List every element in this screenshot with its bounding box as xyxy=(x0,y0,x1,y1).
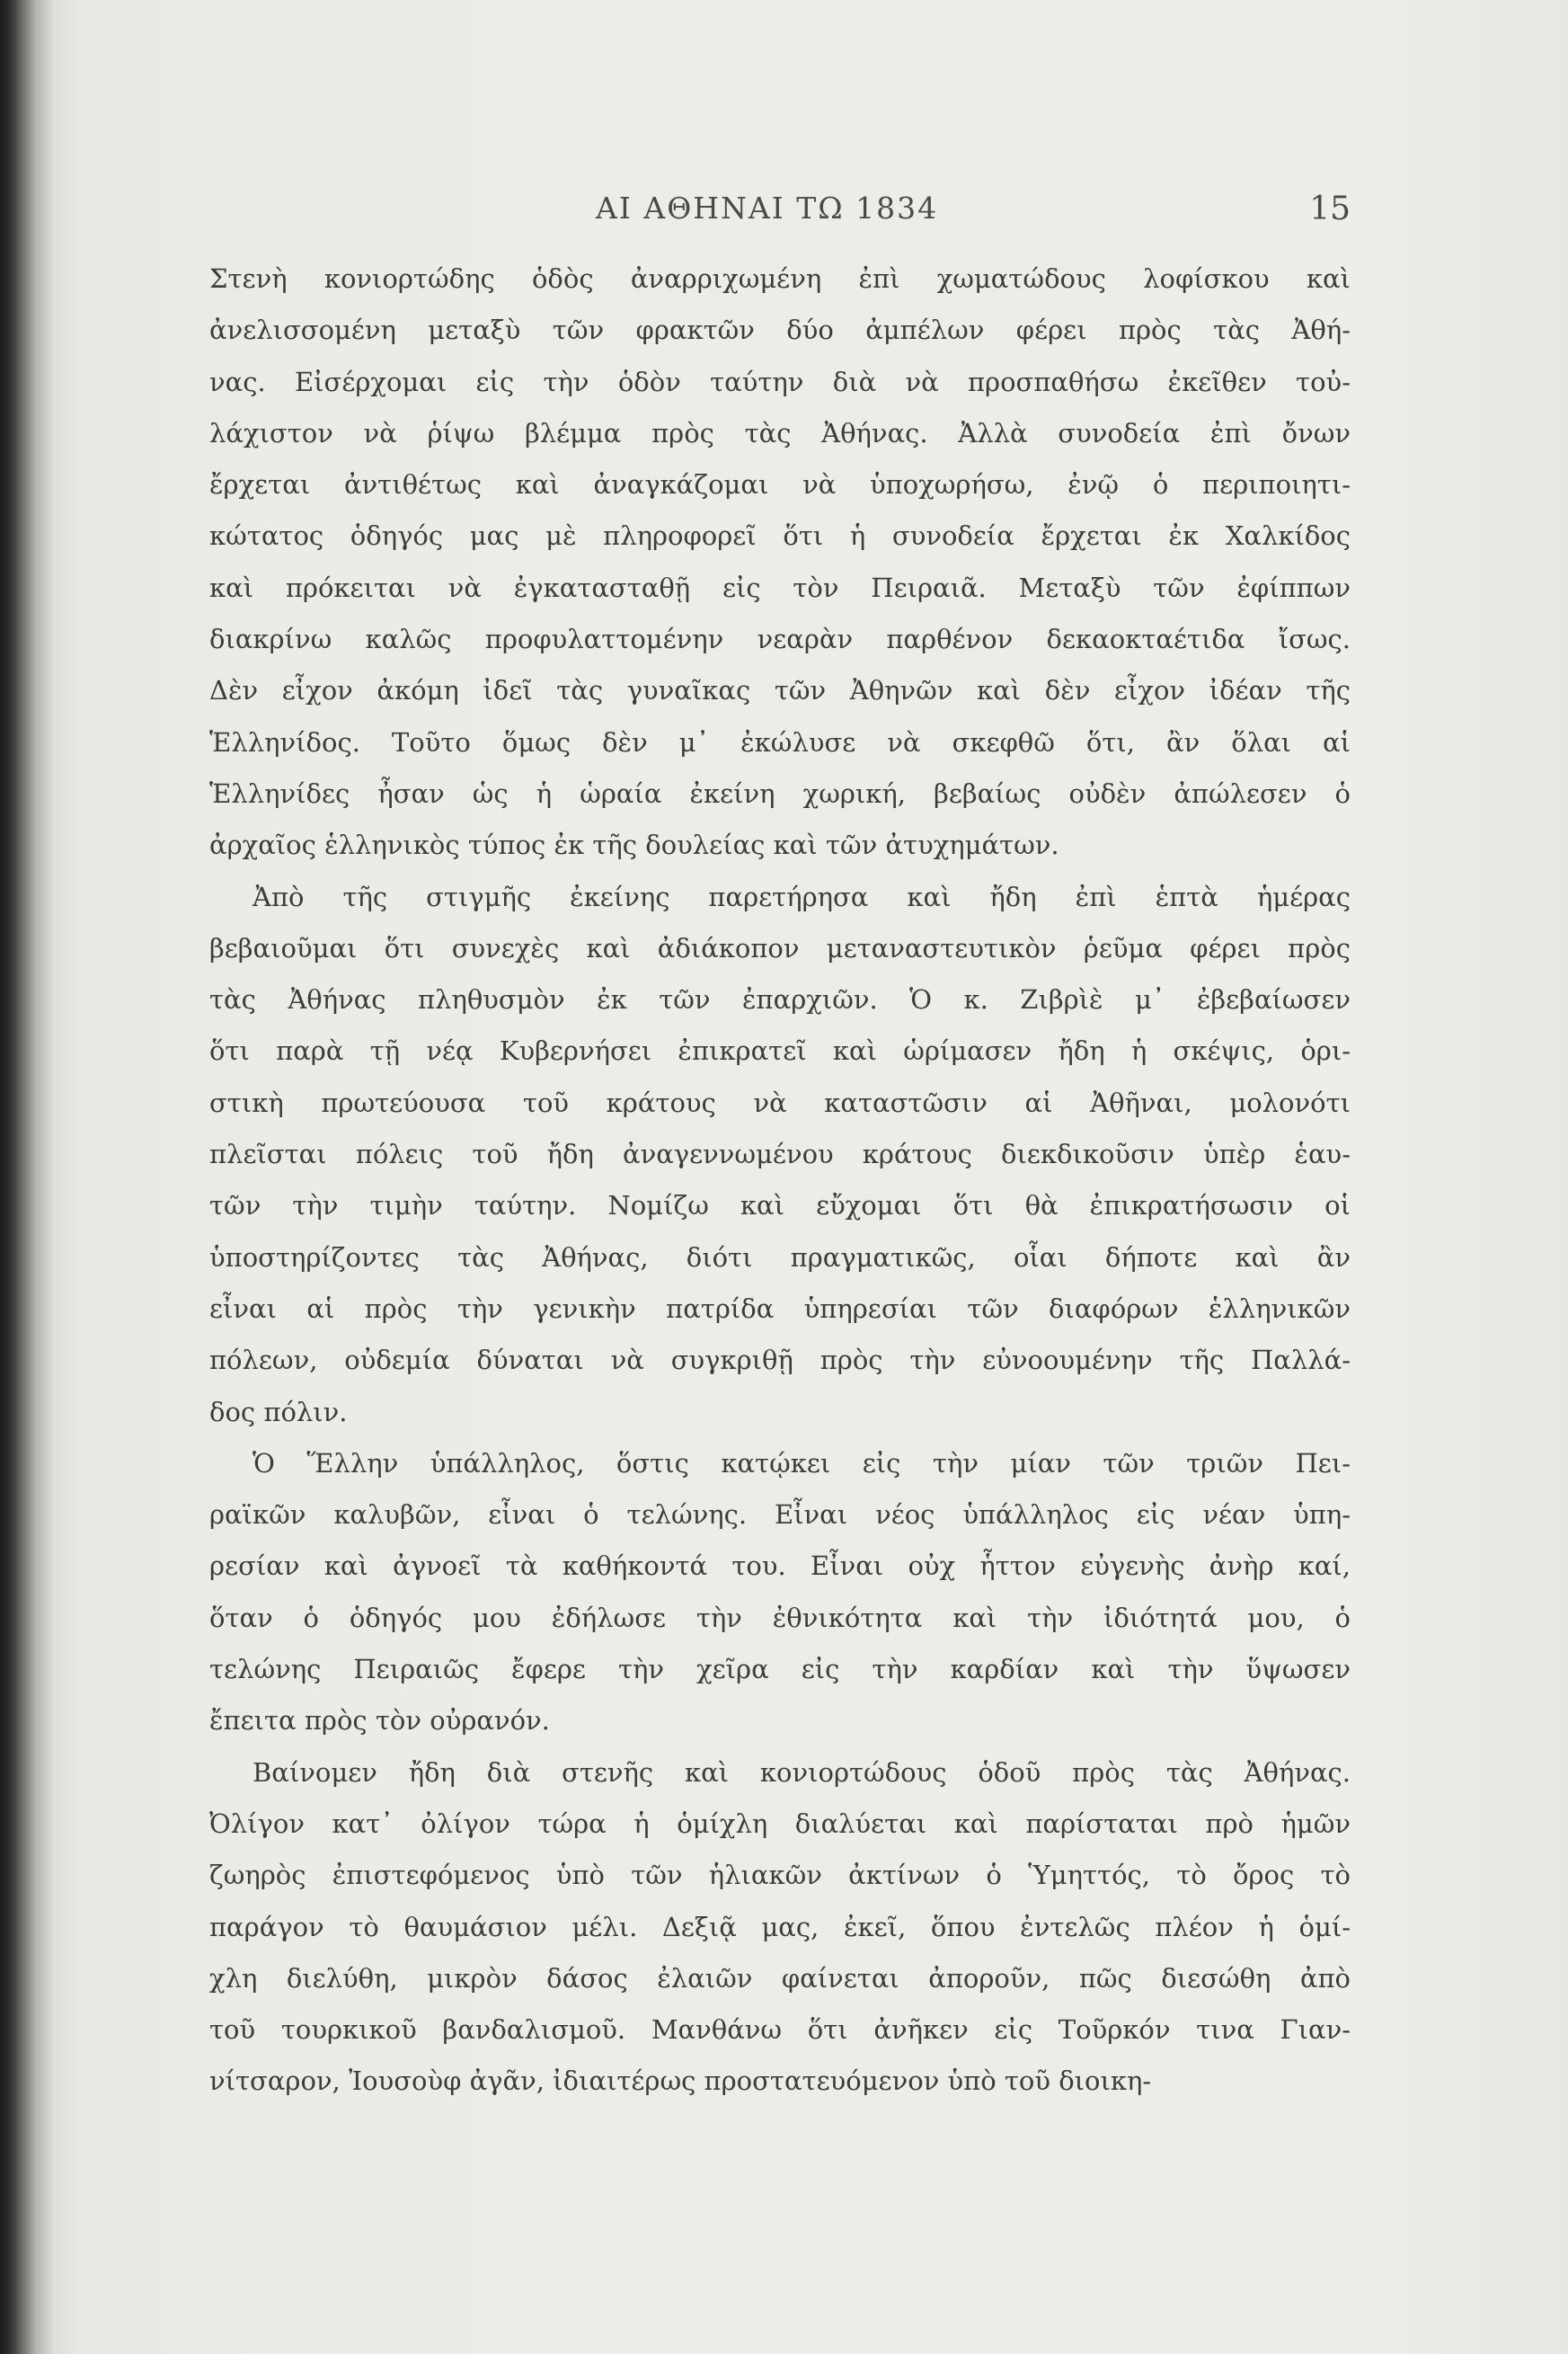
text-line: Ἑλληνίδος. Τοῦτο ὅμως δὲν μ᾽ ἐκώλυσε νὰ σκεφθῶ ὅτι, ἂν ὅλαι αἱ xyxy=(209,726,1351,758)
text-line: εἶναι αἱ πρὸς τὴν γενικὴν πατρίδα ὑπηρεσίαι τῶν διαφόρων ἑλληνικῶν xyxy=(209,1292,1351,1324)
text-line: ραϊκῶν καλυβῶν, εἶναι ὁ τελώνης. Εἶναι νέος ὑπάλληλος εἰς νέαν ὑπη- xyxy=(209,1499,1351,1531)
running-title: ΑΙ ΑΘΗΝΑΙ ΤΩ 1834 xyxy=(596,191,939,226)
text-line: Στενὴ κονιορτώδης ὁδὸς ἀναρριχωμένη ἐπὶ χωματώδους λοφίσκου καὶ xyxy=(209,263,1351,294)
text-line: χλη διελύθη, μικρὸν δάσος ἐλαιῶν φαίνεται ἀποροῦν, πῶς διεσώθη ἀπὸ xyxy=(209,1962,1351,1994)
text-line: πόλεων, οὐδεμία δύναται νὰ συγκριθῇ πρὸς τὴν εὐνοουμένην τῆς Παλλά- xyxy=(209,1345,1351,1376)
text-line: δος πόλιν. xyxy=(209,1396,348,1427)
binding-gutter-shadow xyxy=(0,0,54,2354)
text-line: ζωηρὸς ἐπιστεφόμενος ὑπὸ τῶν ἡλιακῶν ἀκτίνων ὁ Ὑμηττός, τὸ ὄρος τὸ xyxy=(209,1860,1351,1891)
paragraph xyxy=(209,253,1351,872)
paragraph xyxy=(209,872,1351,1438)
page-number: 15 xyxy=(1309,191,1351,227)
text-line: Δὲν εἶχον ἀκόμη ἰδεῖ τὰς γυναῖκας τῶν Ἀθηνῶν καὶ δὲν εἶχον ἰδέαν τῆς xyxy=(209,675,1351,706)
text-line: Ἀπὸ τῆς στιγμῆς ἐκείνης παρετήρησα καὶ ἤδη ἐπὶ ἑπτὰ ἡμέρας xyxy=(252,881,1351,912)
text-line: διακρίνω καλῶς προφυλαττομένην νεαρὰν παρθένον δεκαοκταέτιδα ἴσως. xyxy=(209,624,1351,655)
text-line: νίτσαρον, Ἰουσοὺφ ἀγᾶν, ἰδιαιτέρως προστατευόμενον ὑπὸ τοῦ διοικη- xyxy=(209,2065,1152,2097)
body-text xyxy=(209,253,1351,2108)
text-line: ρεσίαν καὶ ἀγνοεῖ τὰ καθήκοντά του. Εἶναι οὐχ ἧττον εὐγενὴς ἀνὴρ καί, xyxy=(209,1550,1351,1582)
text-line: τὰς Ἀθήνας πληθυσμὸν ἐκ τῶν ἐπαρχιῶν. Ὁ κ. Ζιβρὶὲ μ᾽ ἐβεβαίωσεν xyxy=(209,984,1351,1016)
text-line: ὅτι παρὰ τῇ νέᾳ Κυβερνήσει ἐπικρατεῖ καὶ ὡρίμασεν ἤδη ἡ σκέψις, ὁρι- xyxy=(209,1035,1351,1067)
text-line: ἀρχαῖος ἑλληνικὸς τύπος ἐκ τῆς δουλείας καὶ τῶν ἀτυχημάτων. xyxy=(209,830,1059,861)
paragraph xyxy=(209,1747,1351,2108)
text-line: Βαίνομεν ἤδη διὰ στενῆς καὶ κονιορτώδους ὁδοῦ πρὸς τὰς Ἀθήνας. xyxy=(252,1756,1351,1788)
text-line: λάχιστον νὰ ῥίψω βλέμμα πρὸς τὰς Ἀθήνας. Ἀλλὰ συνοδεία ἐπὶ ὄνων xyxy=(209,417,1351,449)
running-head xyxy=(209,191,1351,235)
text-line: τῶν τὴν τιμὴν ταύτην. Νομίζω καὶ εὔχομαι ὅτι θὰ ἐπικρατήσωσιν οἱ xyxy=(209,1190,1351,1221)
text-line: καὶ πρόκειται νὰ ἐγκατασταθῇ εἰς τὸν Πειραιᾶ. Μεταξὺ τῶν ἐφίππων xyxy=(209,572,1351,603)
paragraph xyxy=(209,1438,1351,1747)
text-line: ἔρχεται ἀντιθέτως καὶ ἀναγκάζομαι νὰ ὑποχωρήσω, ἐνῷ ὁ περιποιητι- xyxy=(209,469,1351,501)
text-line: ἀνελισσομένη μεταξὺ τῶν φρακτῶν δύο ἀμπέλων φέρει πρὸς τὰς Ἀθή- xyxy=(209,315,1351,346)
text-line: βεβαιοῦμαι ὅτι συνεχὲς καὶ ἀδιάκοπον μεταναστευτικὸν ῥεῦμα φέρει πρὸς xyxy=(209,932,1351,964)
text-line: ὅταν ὁ ὁδηγός μου ἐδήλωσε τὴν ἐθνικότητα καὶ τὴν ἰδιότητά μου, ὁ xyxy=(209,1602,1351,1633)
text-line: ἔπειτα πρὸς τὸν οὐρανόν. xyxy=(209,1705,550,1737)
text-line: κώτατος ὁδηγός μας μὲ πληροφορεῖ ὅτι ἡ συνοδεία ἔρχεται ἐκ Χαλκίδος xyxy=(209,520,1351,552)
text-line: Ὀλίγον κατ᾽ ὀλίγον τώρα ἡ ὁμίχλη διαλύεται καὶ παρίσταται πρὸ ἡμῶν xyxy=(209,1808,1351,1839)
text-line: στικὴ πρωτεύουσα τοῦ κράτους νὰ καταστῶσιν αἱ Ἀθῆναι, μολονότι xyxy=(209,1087,1351,1118)
text-line: τελώνης Πειραιῶς ἔφερε τὴν χεῖρα εἰς τὴν καρδίαν καὶ τὴν ὕψωσεν xyxy=(209,1654,1351,1685)
text-line: νας. Εἰσέρχομαι εἰς τὴν ὁδὸν ταύτην διὰ νὰ προσπαθήσω ἐκεῖθεν τοὐ- xyxy=(209,366,1351,397)
text-line: παράγον τὸ θαυμάσιον μέλι. Δεξιᾷ μας, ἐκεῖ, ὅπου ἐντελῶς πλέον ἡ ὁμί- xyxy=(209,1911,1351,1942)
text-line: ὑποστηρίζοντες τὰς Ἀθήνας, διότι πραγματικῶς, οἷαι δήποτε καὶ ἂν xyxy=(209,1241,1351,1273)
text-line: πλεῖσται πόλεις τοῦ ἤδη ἀναγεννωμένου κράτους διεκδικοῦσιν ὑπὲρ ἑαυ- xyxy=(209,1139,1351,1170)
text-line: τοῦ τουρκικοῦ βανδαλισμοῦ. Μανθάνω ὅτι ἀνῆκεν εἰς Τοῦρκόν τινα Γιαν- xyxy=(209,2014,1351,2046)
text-line: Ὁ Ἕλλην ὑπάλληλος, ὅστις κατῴκει εἰς τὴν μίαν τῶν τριῶν Πει- xyxy=(252,1447,1351,1479)
text-line: Ἑλληνίδες ἦσαν ὡς ἡ ὡραία ἐκείνη χωρική, βεβαίως οὐδὲν ἀπώλεσεν ὁ xyxy=(209,777,1351,809)
